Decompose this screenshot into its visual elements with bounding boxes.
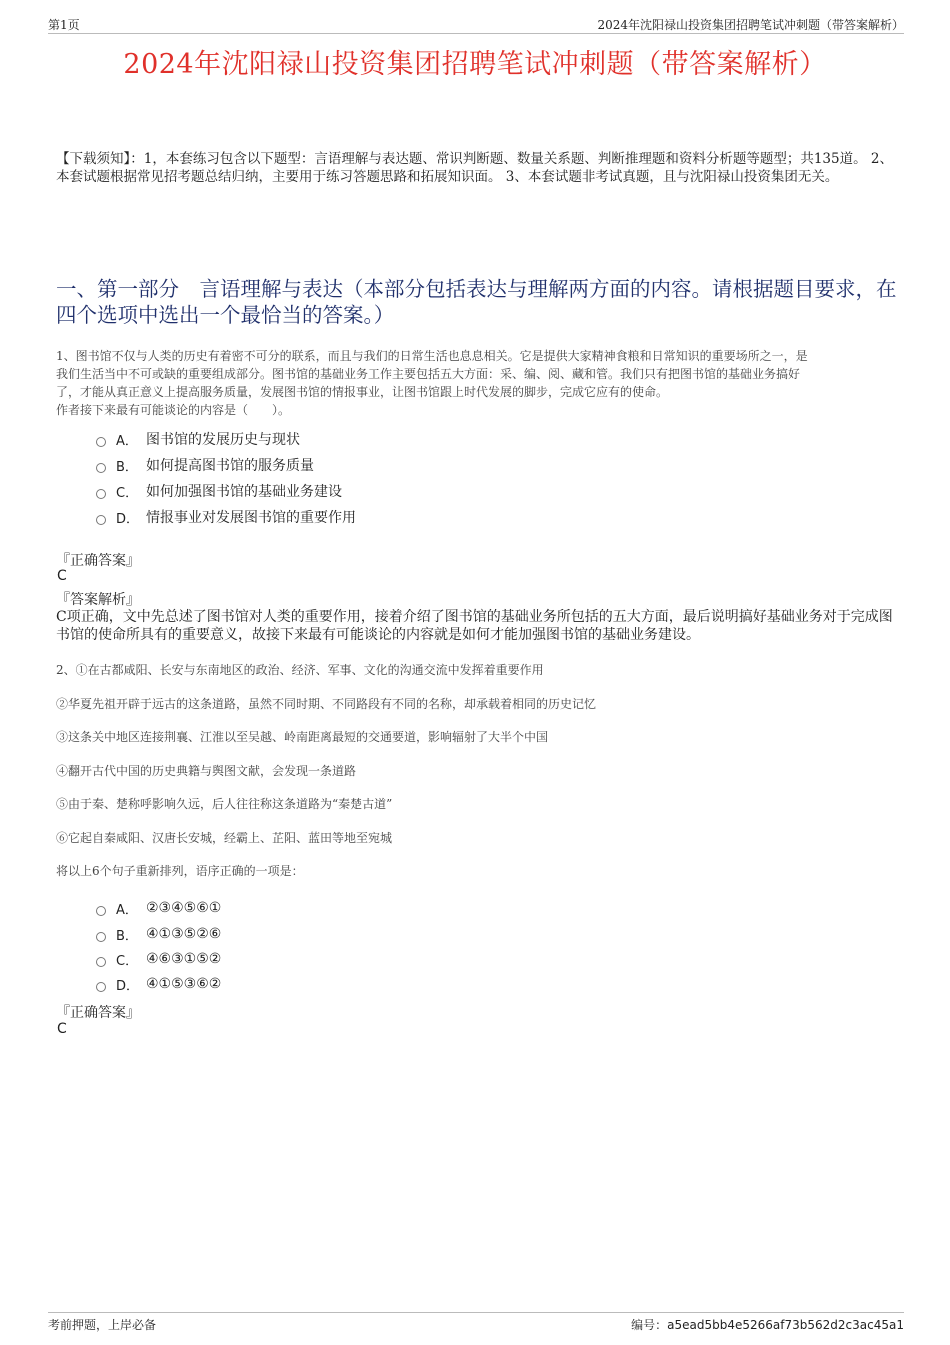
option-letter: D． [116,511,140,527]
q2-sentence-6: ⑥它起自秦咸阳、汉唐长安城，经霸上、芷阳、蓝田等地至宛城 [56,831,393,845]
option-text: ④⑥③①⑤② [146,951,222,967]
section-title: 一、第一部分 言语理解与表达（本部分包括表达与理解两方面的内容。请根据题目要求，在四个选项中选出一个最恰当的答案。） [56,277,897,327]
option-text: 如何加强图书馆的基础业务建设 [146,484,342,500]
radio-icon[interactable] [96,957,106,967]
radio-icon[interactable] [96,982,106,992]
q1-option-d[interactable] [96,507,356,527]
footer-code [631,1316,904,1333]
q2-answer: C [57,1021,67,1037]
q2-sentence-1: 2、①在古都咸阳、长安与东南地区的政治、经济、军事、文化的沟通交流中发挥着重要作用 [56,663,544,677]
option-letter: D． [116,978,140,994]
q1-answer: C [57,568,67,584]
option-letter: B． [116,928,138,944]
q2-sentence-4: ④翻开古代中国的历史典籍与舆图文献，会发现一条道路 [56,764,357,778]
option-text: 如何提高图书馆的服务质量 [146,458,314,474]
q2-sentence-2: ②华夏先祖开辟于远古的这条道路，虽然不同时期、不同路段有不同的名称，却承载着相同的历史记忆 [56,697,597,711]
footer-slogan: 考前押题，上岸必备 [48,1318,157,1332]
header-doc-name: 2024年沈阳禄山投资集团招聘笔试冲刺题（带答案解析） [597,18,904,32]
option-text: 情报事业对发展图书馆的重要作用 [146,510,356,526]
footer-code-value: a5ead5bb4e5266af73b562d2c3ac45a1 [667,1318,904,1332]
q1-option-c[interactable] [96,481,342,501]
q2-sentence-5: ⑤由于秦、楚称呼影响久远，后人往往称这条道路为“秦楚古道” [56,797,393,811]
q2-option-c[interactable] [96,949,221,969]
radio-icon[interactable] [96,906,106,916]
page-number: 第1页 [48,18,80,32]
radio-icon[interactable] [96,463,106,473]
question-1-prompt: 作者接下来最有可能谈论的内容是（ ）。 [56,403,291,417]
option-text: ④①⑤③⑥② [146,976,222,992]
q1-answer-tag: 『正确答案』 [56,553,140,569]
q2-sentence-3: ③这条关中地区连接荆襄、江淮以至吴越、岭南距离最短的交通要道，影响辐射了大半个中国 [56,730,549,744]
q1-explain-tag: 『答案解析』 [56,592,140,608]
option-letter: B． [116,459,138,475]
page-footer [48,1312,904,1333]
radio-icon[interactable] [96,515,106,525]
question-1-stem [56,347,898,419]
option-letter: C． [116,485,139,501]
document-title: 2024年沈阳禄山投资集团招聘笔试冲刺题（带答案解析） [123,49,827,80]
question-1-line: 1、图书馆不仅与人类的历史有着密不可分的联系，而且与我们的日常生活也息息相关。它是提供大家精神食粮和日常知识的重要场所之一，是 [56,349,808,363]
page-header [48,14,904,34]
q2-option-a[interactable] [96,898,221,918]
download-notice: 【下载须知】：1，本套练习包含以下题型：言语理解与表达题、常识判断题、数量关系题、判断推理题和资料分析题等题型；共135道。 2、本套试题根据常见招考题总结归纳，主要用于练习答题思路和拓展知识面。 3、本套试题非考试真题，且与沈阳禄山投资集团无关。 [56,151,893,185]
option-text: ④①③⑤②⑥ [146,926,222,942]
option-letter: C． [116,953,139,969]
footer-code-label: 编号： [631,1318,668,1332]
option-text: ②③④⑤⑥① [146,900,222,916]
q1-explanation: C项正确，文中先总述了图书馆对人类的重要作用，接着介绍了图书馆的基础业务所包括的五大方面，最后说明搞好基础业务对于完成图书馆的使命所具有的重要意义，故接下来最有可能谈论的内容就是如何才能加强图书馆的基础业务建设。 [56,609,893,643]
radio-icon[interactable] [96,932,106,942]
q1-option-a[interactable] [96,429,300,449]
q2-prompt: 将以上6个句子重新排列，语序正确的一项是： [56,864,304,878]
q2-option-d[interactable] [96,974,221,994]
question-1-line: 我们生活当中不可或缺的重要组成部分。图书馆的基础业务工作主要包括五大方面：采、编、阅、藏和管。我们只有把图书馆的基础业务搞好 [56,367,801,381]
q2-answer-tag: 『正确答案』 [56,1005,140,1021]
q1-option-b[interactable] [96,455,314,475]
option-text: 图书馆的发展历史与现状 [146,432,300,448]
q2-option-b[interactable] [96,924,221,944]
question-1-line: 了，才能从真正意义上提高服务质量，发展图书馆的情报事业，让图书馆跟上时代发展的脚步，完成它应有的使命。 [56,385,669,399]
option-letter: A． [116,902,138,918]
option-letter: A． [116,433,138,449]
radio-icon[interactable] [96,437,106,447]
radio-icon[interactable] [96,489,106,499]
